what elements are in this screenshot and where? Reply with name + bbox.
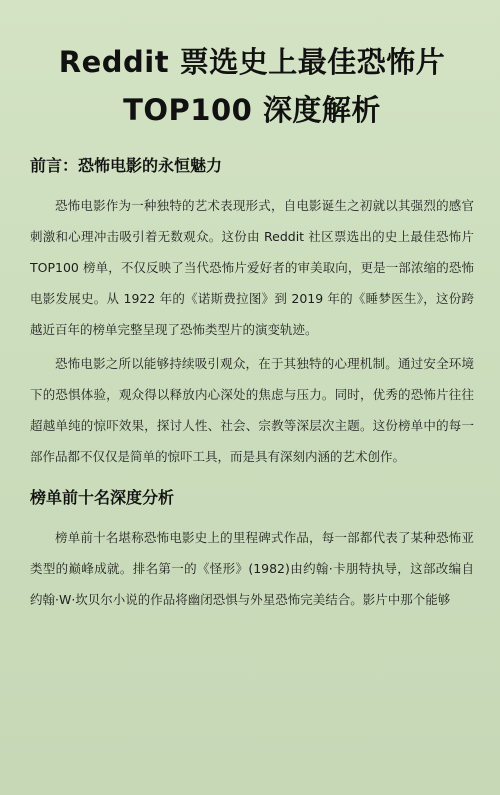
- document-title: [30, 38, 474, 134]
- section-heading: 前言：恐怖电影的永恒魅力: [30, 156, 223, 175]
- section-top-ten: [30, 486, 474, 615]
- title-line-1: Reddit 票选史上最佳恐怖片: [58, 45, 446, 79]
- title-line-2: TOP100 深度解析: [123, 93, 381, 127]
- paragraph: 榜单前十名堪称恐怖电影史上的里程碑式作品，每一部都代表了某种恐怖亚类型的巅峰成就。排名第一的《怪形》(1982)由约翰·卡朋特执导，这部改编自约翰·W·坎贝尔小说的作品将幽闭恐惧与外星恐怖完美结合。影片中那个能够: [30, 530, 474, 607]
- paragraph: 恐怖电影之所以能够持续吸引观众，在于其独特的心理机制。通过安全环境下的恐惧体验，观众得以释放内心深处的焦虑与压力。同时，优秀的恐怖片往往超越单纯的惊吓效果，探讨人性、社会、宗教等深层次主题。这份榜单中的每一部作品都不仅仅是简单的惊吓工具，而是具有深刻内涵的艺术创作。: [30, 356, 474, 464]
- section-preface: [30, 154, 474, 472]
- paragraph: 恐怖电影作为一种独特的艺术表现形式，自电影诞生之初就以其强烈的感官刺激和心理冲击吸引着无数观众。这份由 Reddit 社区票选出的史上最佳恐怖片 TOP100 榜单，不仅反映了当代恐怖片爱好者的审美取向，更是一部浓缩的恐怖电影发展史。从 1922 年的《诺斯费拉图》到 2019 年的《睡梦医生》，这份跨越近百年的榜单完整呈现了恐怖类型片的演变轨迹。: [30, 198, 474, 337]
- section-heading: 榜单前十名深度分析: [30, 488, 175, 507]
